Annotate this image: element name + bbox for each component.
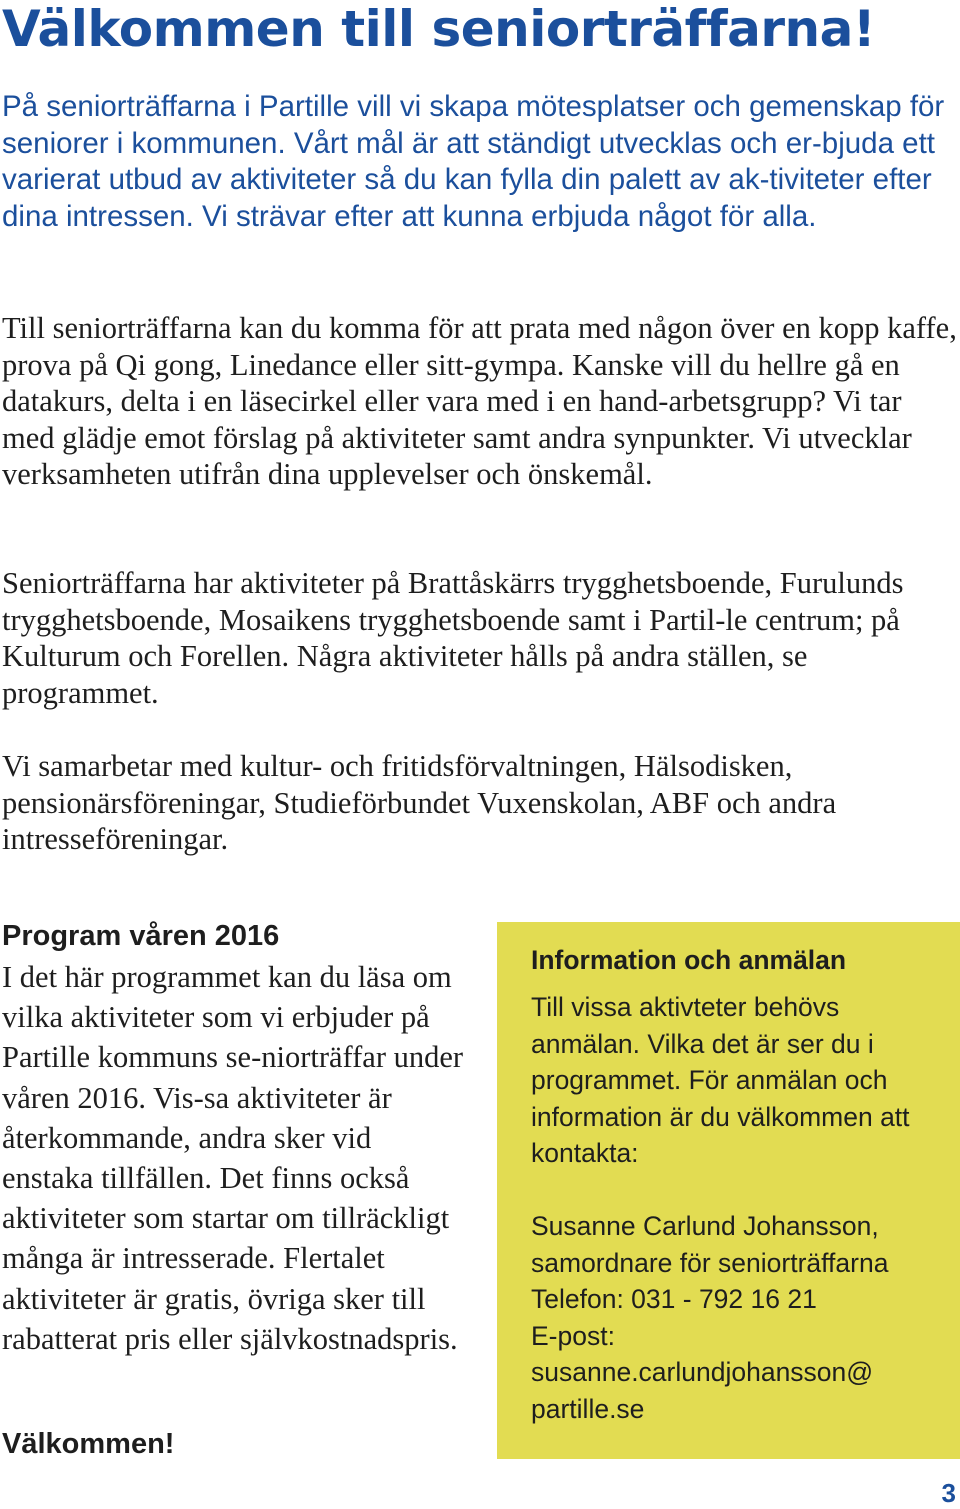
contact-email-label: E-post:	[531, 1320, 615, 1351]
page-number: 3	[941, 1478, 956, 1508]
program-section	[2, 915, 464, 1359]
page-title: Välkommen till seniorträffarna!	[2, 0, 876, 58]
contact-phone: Telefon: 031 - 792 16 21	[531, 1284, 817, 1314]
info-box	[497, 922, 960, 1459]
contact-email-line1[interactable]: susanne.carlundjohansson@	[531, 1357, 874, 1387]
contact-role: samordnare för seniorträffarna	[531, 1247, 889, 1278]
contact-email-line2[interactable]: partille.se	[531, 1393, 645, 1424]
locations-paragraph: Seniorträffarna har aktiviteter på Brattåskärrs trygghetsboende, Furulunds trygghetsboende, Mosaikens trygghetsboende samt i Partil-le centrum; på Kulturum och Forellen. Några aktiviteter hålls på andra ställen, se programmet.	[2, 566, 904, 710]
program-text: I det här programmet kan du läsa om vilka aktiviteter som vi erbjuder på Partille kommuns se-niorträffar under våren 2016. Vis-sa aktiviteter är återkommande, andra sker vid enstaka tillfällen. Det finns också aktiviteter som startar om tillräckligt många är intresserade. Flertalet aktiviteter är gratis, övriga sker till rabatterat pris eller självkostnadspris.	[2, 960, 464, 1356]
welcome-text: Välkommen!	[2, 1428, 175, 1460]
program-heading: Program våren 2016	[2, 920, 280, 952]
contact-name: Susanne Carlund Johansson,	[531, 1211, 879, 1241]
partners-paragraph: Vi samarbetar med kultur- och fritidsförvaltningen, Hälsodisken, pensionärsföreningar, Studieförbundet Vuxenskolan, ABF och andra intresseföreningar.	[2, 749, 837, 856]
info-heading: Information och anmälan	[531, 945, 847, 975]
intro-paragraph: På seniorträffarna i Partille vill vi skapa mötesplatser och gemenskap för seniorer i kommunen. Vårt mål är att ständigt utvecklas och er-bjuda ett varierat utbud av aktiviteter så du kan fylla din palett av ak-tiviteter efter dina intressen. Vi strävar efter att kunna erbjuda något för alla.	[2, 90, 945, 233]
activities-paragraph: Till seniorträffarna kan du komma för att prata med någon över en kopp kaffe, prova på Qi gong, Linedance eller sitt-gympa. Kanske vill du hellre gå en datakurs, delta i en läsecirkel eller vara med i en hand-arbetsgrupp? Vi tar med glädje emot förslag på aktiviteter samt andra synpunkter. Vi utvecklar verksamheten utifrån dina upplevelser och önskemål.	[2, 311, 957, 491]
contact-block	[531, 1208, 950, 1427]
info-text: Till vissa aktivteter behövs anmälan. Vilka det är ser du i programmet. För anmälan och information är du välkommen att kontakta:	[531, 992, 910, 1168]
